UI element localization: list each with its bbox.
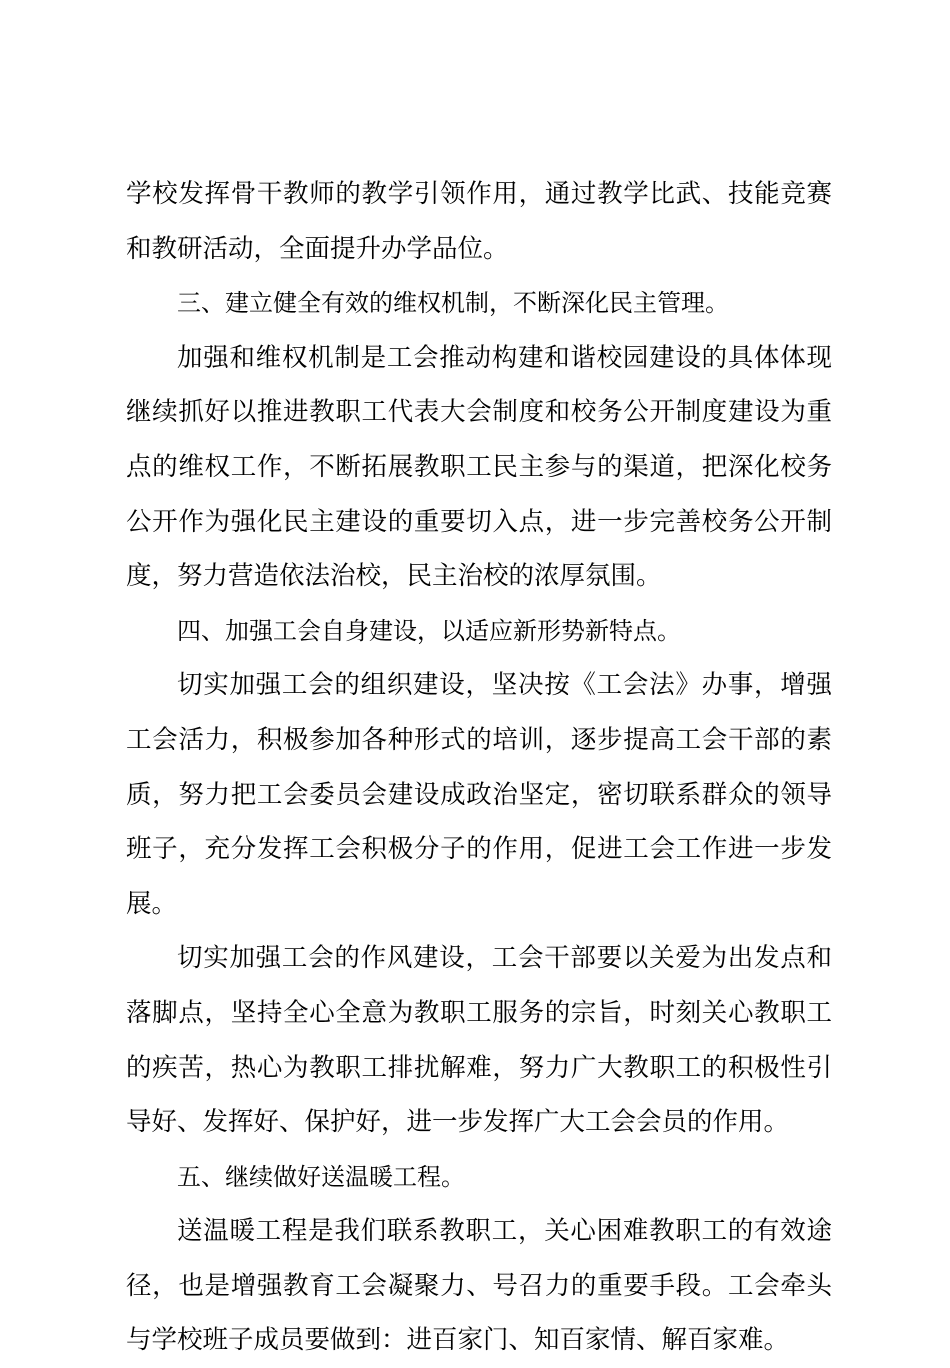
document-body	[126, 167, 832, 1368]
paragraph-organization-building: 切实加强工会的组织建设，坚决按《工会法》办事，增强工会活力，积极参加各种形式的培训，逐步提高工会干部的素质，努力把工会委员会建设成政治坚定，密切联系群众的领导班子，充分发挥工会积极分子的作用，促进工会工作进一步发展。	[126, 670, 832, 919]
section-heading-4: 四、加强工会自身建设，以适应新形势新特点。	[177, 616, 681, 645]
paragraph-warmth-project: 送温暖工程是我们联系教职工，关心困难教职工的有效途径，也是增强教育工会凝聚力、号召力的重要手段。工会牵头与学校班子成员要做到：进百家门、知百家情、解百家难。	[126, 1216, 832, 1356]
paragraph-rights-mechanism: 加强和维权机制是工会推动构建和谐校园建设的具体体现继续抓好以推进教职工代表大会制度和校务公开制度建设为重点的维权工作，不断拓展教职工民主参与的渠道，把深化校务公开作为强化民主建设的重要切入点，进一步完善校务公开制度，努力营造依法治校，民主治校的浓厚氛围。	[126, 342, 832, 592]
section-heading-3: 三、建立健全有效的维权机制，不断深化民主管理。	[177, 289, 729, 318]
paragraph-continuation: 学校发挥骨干教师的教学引领作用，通过教学比武、技能竞赛和教研活动，全面提升办学品位。	[126, 179, 832, 264]
paragraph-style-building: 切实加强工会的作风建设，工会干部要以关爱为出发点和落脚点，坚持全心全意为教职工服务的宗旨，时刻关心教职工的疾苦，热心为教职工排扰解难，努力广大教职工的积极性引导好、发挥好、保护好，进一步发挥广大工会会员的作用。	[126, 943, 832, 1138]
section-heading-5: 五、继续做好送温暖工程。	[177, 1162, 465, 1191]
